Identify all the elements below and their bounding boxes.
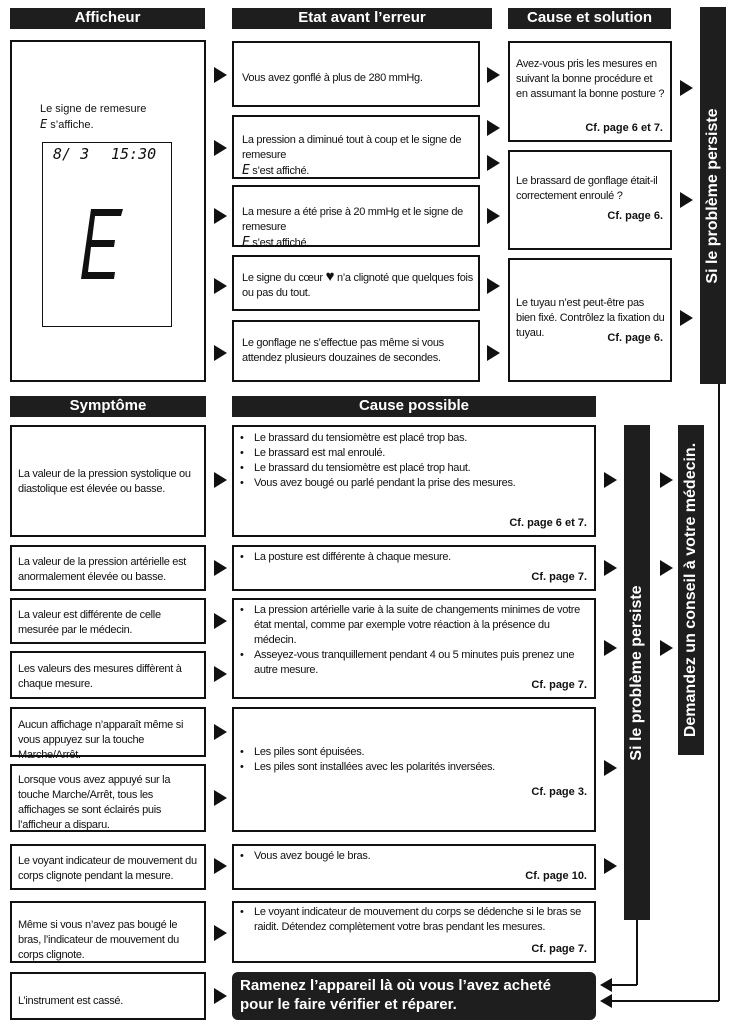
cause-box: [232, 545, 596, 591]
symptom-text: La valeur de la pression systolique ou diastolique est élevée ou basse.: [18, 468, 191, 495]
symptom-box: [10, 972, 206, 1020]
arrow-right-icon: [214, 790, 227, 806]
arrow-right-icon: [487, 155, 500, 171]
arrow-right-icon: [487, 120, 500, 136]
lcd-date: 8/ 3: [53, 145, 90, 163]
page-ref: Cf. page 7.: [531, 943, 587, 955]
page-ref: Cf. page 7.: [531, 571, 587, 583]
solution-text: Le brassard de gonflage était-il correctement enroulé ?: [516, 175, 658, 202]
state-text-tail: n’a clignoté que quelques fois ou pas du tout.: [242, 272, 473, 299]
state-text: [236, 129, 480, 183]
cause-item: • Vous avez bougé le bras.: [254, 849, 588, 864]
big-e-icon: [79, 205, 127, 283]
arrow-right-icon: [214, 988, 227, 1004]
header-state: Etat avant l’erreur: [232, 8, 492, 29]
state-text-main: La mesure a été prise à 20 mmHg et le signe de remesure: [242, 206, 463, 233]
solution-box-1: [508, 41, 672, 142]
header-cause: Cause possible: [232, 396, 596, 417]
symptom-text: Les valeurs des mesures diffèrent à chaque mesure.: [18, 663, 182, 690]
persist-text: Si le problème persiste: [628, 584, 645, 761]
solution-box-3: [508, 258, 672, 382]
cause-box: [232, 598, 596, 699]
arrow-right-icon: [680, 192, 693, 208]
arrow-right-icon: [214, 345, 227, 361]
state-text: [236, 265, 480, 305]
state-text-tail: s’est affiché.: [252, 165, 310, 177]
cause-list: [238, 431, 588, 491]
page-ref: Cf. page 7.: [531, 679, 587, 691]
symptom-box: [10, 651, 206, 699]
connector-line: [718, 384, 720, 1001]
solution-text: Avez-vous pris les mesures en suivant la bonne procédure et en assumant la bonne posture ?: [516, 58, 665, 100]
symptom-text: La valeur est différente de celle mesurée par le médecin.: [18, 609, 161, 636]
heart-icon: ♥: [325, 268, 335, 285]
symptom-box: [10, 764, 206, 832]
arrow-right-icon: [604, 560, 617, 576]
arrow-right-icon: [660, 560, 673, 576]
e-symbol: E: [242, 163, 250, 178]
symptom-text: L’instrument est cassé.: [18, 995, 123, 1007]
e-symbol: E: [40, 117, 48, 131]
cause-item: • Vous avez bougé ou parlé pendant la prise des mesures.: [254, 476, 588, 491]
cause-list: [238, 745, 588, 775]
state-text: [236, 201, 480, 255]
arrow-right-icon: [214, 858, 227, 874]
display-panel: [10, 40, 206, 382]
arrow-right-icon: [214, 472, 227, 488]
arrow-right-icon: [604, 858, 617, 874]
arrow-right-icon: [604, 640, 617, 656]
arrow-right-icon: [487, 345, 500, 361]
page-ref: Cf. page 6 et 7.: [585, 122, 663, 134]
arrow-right-icon: [214, 208, 227, 224]
cause-box: [232, 425, 596, 537]
symptom-text: Le voyant indicateur de mouvement du corps clignote pendant la mesure.: [18, 855, 197, 882]
symptom-box: [10, 844, 206, 890]
state-text-tail: s’est affiché.: [252, 237, 310, 249]
arrow-right-icon: [680, 80, 693, 96]
state-text: Vous avez gonflé à plus de 280 mmHg.: [242, 72, 423, 84]
arrow-right-icon: [604, 472, 617, 488]
symptom-text: La valeur de la pression artérielle est anormalement élevée ou basse.: [18, 556, 187, 583]
arrow-right-icon: [660, 640, 673, 656]
cause-item: • Le brassard du tensiomètre est placé trop bas.: [254, 431, 588, 446]
cause-list: [238, 905, 588, 935]
symptom-box: [10, 425, 206, 537]
cause-item: • Asseyez-vous tranquillement pendant 4 ou 5 minutes puis prenez une autre mesure.: [254, 648, 588, 678]
symptom-text: Même si vous n’avez pas bougé le bras, l’indicateur de mouvement du corps clignote.: [18, 919, 180, 961]
cause-item: • Le voyant indicateur de mouvement du corps se dédenche si le bras se raidit. Détendez complètement votre bras pendant les mesures.: [254, 905, 588, 935]
cause-item: • Les piles sont installées avec les polarités inversées.: [254, 760, 588, 775]
arrow-left-icon: [600, 994, 612, 1008]
state-box-1: [232, 41, 480, 107]
arrow-right-icon: [487, 278, 500, 294]
cause-item: • La pression artérielle varie à la suite de changements minimes de votre état mental, comme par exemple votre réaction à la présence du médecin.: [254, 603, 588, 648]
cause-item: • Le brassard est mal enroulé.: [254, 446, 588, 461]
arrow-right-icon: [214, 67, 227, 83]
connector-line: [636, 920, 638, 985]
cause-list: [238, 849, 588, 864]
arrow-right-icon: [660, 472, 673, 488]
persist-bar-right: [700, 7, 726, 384]
persist-bar-mid: [624, 425, 650, 920]
state-text-main: Le signe du cœur: [242, 272, 323, 284]
remeasure-text2: s’affiche.: [50, 119, 94, 131]
arrow-right-icon: [214, 925, 227, 941]
arrow-right-icon: [604, 760, 617, 776]
state-box-2: [232, 115, 480, 179]
symptom-text: Lorsque vous avez appuyé sur la touche Marche/Arrêt, tous les affichages se sont éclairés puis l’afficheur a disparu.: [18, 774, 171, 831]
remeasure-line2: [40, 117, 200, 133]
cause-item: • La posture est différente à chaque mesure.: [254, 550, 588, 565]
header-symptom: Symptôme: [10, 396, 206, 417]
symptom-box: [10, 901, 206, 963]
arrow-right-icon: [214, 613, 227, 629]
page-ref: Cf. page 6.: [607, 332, 663, 344]
arrow-right-icon: [214, 278, 227, 294]
return-box: Ramenez l’appareil là où vous l’avez acheté pour le faire vérifier et réparer.: [232, 972, 596, 1020]
cause-list: [238, 603, 588, 678]
cause-box: [232, 707, 596, 832]
arrow-left-icon: [600, 978, 612, 992]
state-box-4: [232, 255, 480, 311]
state-box-3: [232, 185, 480, 250]
lcd-time: 15:30: [111, 145, 157, 163]
page-ref: Cf. page 6.: [607, 210, 663, 222]
solution-box-2: [508, 150, 672, 250]
page-ref: Cf. page 6 et 7.: [509, 517, 587, 529]
persist-text: Si le problème persiste: [704, 107, 721, 284]
arrow-right-icon: [680, 310, 693, 326]
state-text: Le gonflage ne s’effectue pas même si vous attendez plusieurs douzaines de secondes.: [242, 337, 444, 364]
connector-line: [612, 1000, 719, 1002]
page-ref: Cf. page 3.: [531, 786, 587, 798]
page-ref: Cf. page 10.: [525, 870, 587, 882]
arrow-right-icon: [487, 208, 500, 224]
display-caption: [40, 102, 200, 133]
e-symbol: E: [242, 235, 250, 250]
state-box-5: [232, 320, 480, 382]
cause-list: [238, 550, 588, 565]
remeasure-text: Le signe de remesure: [40, 103, 147, 115]
symptom-box: [10, 545, 206, 591]
lcd-big-e: [79, 205, 127, 283]
solution-text: Le tuyau n’est peut-être pas bien fixé. Contrôlez la fixation du tuyau.: [516, 297, 665, 339]
connector-line: [612, 984, 637, 986]
arrow-right-icon: [214, 666, 227, 682]
arrow-right-icon: [214, 560, 227, 576]
symptom-text: Aucun affichage n’apparaît même si vous appuyez sur la touche Marche/Arrêt.: [18, 719, 184, 761]
symptom-box: [10, 598, 206, 644]
lcd-screen: [42, 142, 172, 327]
symptom-box: [10, 707, 206, 761]
header-display: Afficheur: [10, 8, 205, 29]
state-text-main: La pression a diminué tout à coup et le signe de remesure: [242, 134, 462, 161]
cause-item: • Les piles sont épuisées.: [254, 745, 588, 760]
header-cause-solution: Cause et solution: [508, 8, 671, 29]
doctor-bar: [678, 425, 704, 755]
arrow-right-icon: [214, 140, 227, 156]
cause-item: • Le brassard du tensiomètre est placé trop haut.: [254, 461, 588, 476]
cause-box: [232, 844, 596, 890]
cause-box: [232, 901, 596, 963]
arrow-right-icon: [487, 67, 500, 83]
arrow-right-icon: [214, 724, 227, 740]
doctor-text: Demandez un conseil à votre médecin.: [682, 442, 699, 738]
